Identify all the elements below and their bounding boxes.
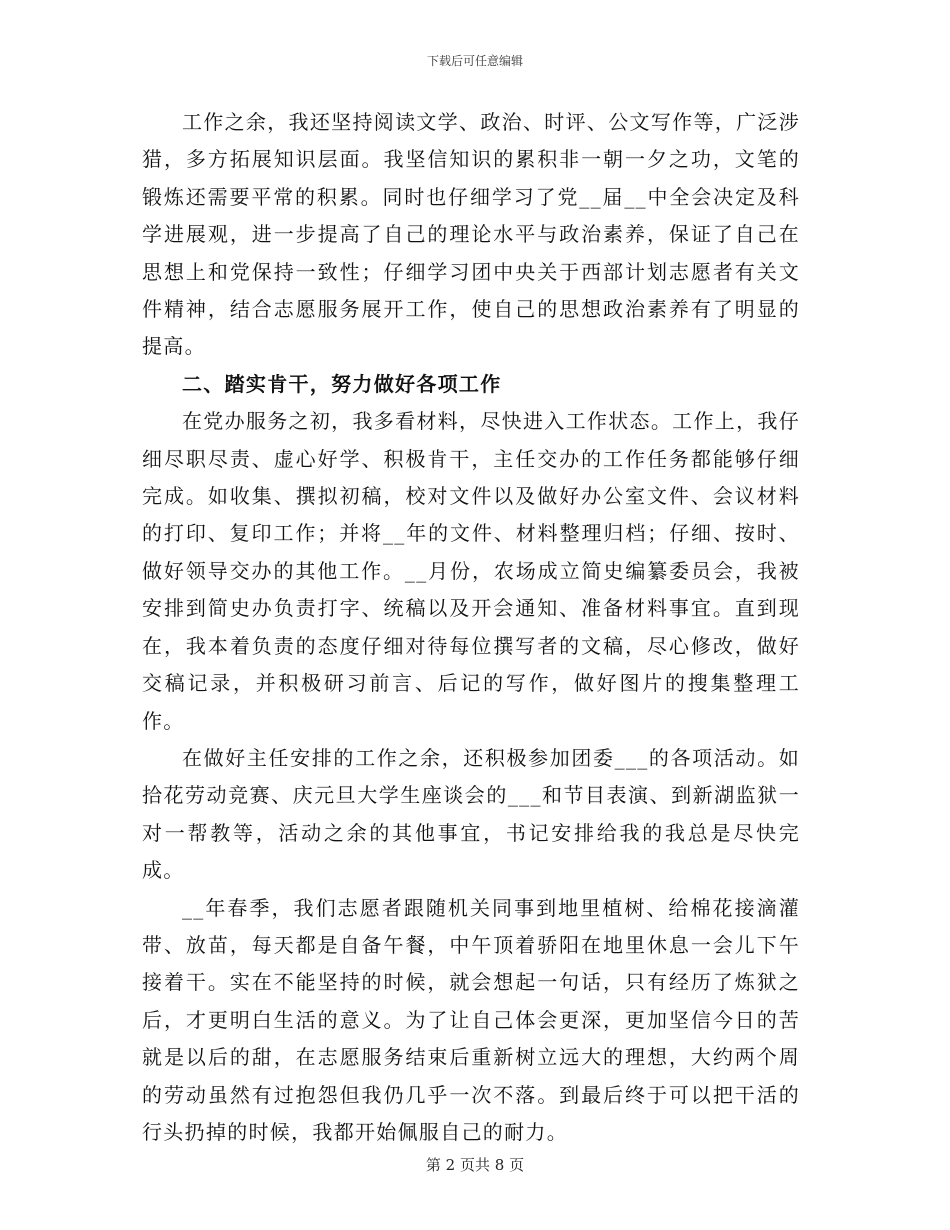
document-body [142,104,800,1151]
paragraph-3: 在做好主任安排的工作之余，还积极参加团委___的各项活动。如拾花劳动竞赛、庆元旦大学生座谈会的___和节目表演、到新湖监狱一对一帮教等，活动之余的其他事宜，书记安排给我的我总是尽快完成。 [142,745,800,883]
section-heading-2: 二、踏实肯干，努力做好各项工作 [182,371,502,396]
page-number: 第 2 页共 8 页 [425,1156,525,1174]
page-header: 下载后可任意编辑 [426,54,523,68]
paragraph-2: 在党办服务之初，我多看材料，尽快进入工作状态。工作上，我仔细尽职尽责、虚心好学、积极肯干，主任交办的工作任务都能够仔细完成。如收集、撰拟初稿，校对文件以及做好办公室文件、会议材料的打印、复印工作；并将__年的文件、材料整理归档；仔细、按时、做好领导交办的其他工作。__月份，农场成立简史编纂委员会，我被安排到简史办负责打字、统稿以及开会通知、准备材料事宜。直到现在，我本着负责的态度仔细对待每位撰写者的文稿，尽心修改，做好交稿记录，并积极研习前言、后记的写作，做好图片的搜集整理工作。 [142,409,800,733]
paragraph-4: __年春季，我们志愿者跟随机关同事到地里植树、给棉花接滴灌带、放苗，每天都是自备午餐，中午顶着骄阳在地里休息一会儿下午接着干。实在不能坚持的时候，就会想起一句话，只有经历了炼狱之后，才更明白生活的意义。为了让自己体会更深，更加坚信今日的苦就是以后的甜，在志愿服务结束后重新树立远大的理想，大约两个周的劳动虽然有过抱怨但我仍几乎一次不落。到最后终于可以把干活的行头扔掉的时候，我都开始佩服自己的耐力。 [142,895,800,1144]
paragraph-1: 工作之余，我还坚持阅读文学、政治、时评、公文写作等，广泛涉猎，多方拓展知识层面。我坚信知识的累积非一朝一夕之功，文笔的锻炼还需要平常的积累。同时也仔细学习了党__届__中全会决定及科学进展观，进一步提高了自己的理论水平与政治素养，保证了自己在思想上和党保持一致性；仔细学习团中央关于西部计划志愿者有关文件精神，结合志愿服务展开工作，使自己的思想政治素养有了明显的提高。 [142,110,800,359]
